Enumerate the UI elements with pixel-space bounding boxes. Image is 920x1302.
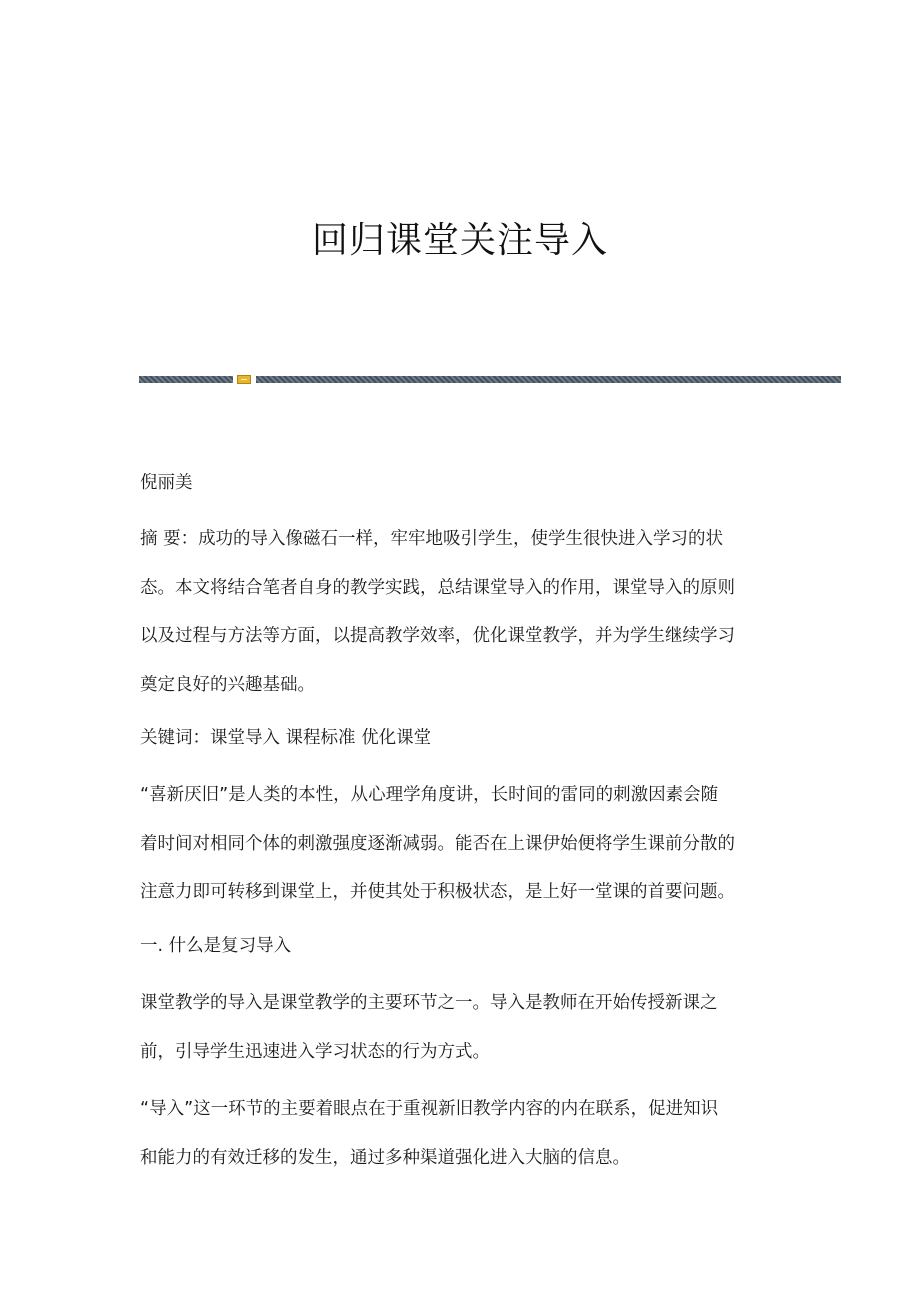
body-paragraph-2 (140, 1085, 780, 1182)
document-title: 回归课堂关注导入 (311, 220, 608, 261)
divider-ornament-icon (237, 375, 251, 384)
abstract-paragraph (140, 515, 780, 709)
keywords-line: 关键词：课堂导入 课程标准 优化课堂 (140, 728, 432, 748)
paragraph-line: 课堂教学的导入是课堂教学的主要环节之一。导入是教师在开始传授新课之 (140, 993, 718, 1013)
divider-right-bar (256, 376, 841, 383)
paragraph-line: “导入”这一环节的主要着眼点在于重视新旧教学内容的内在联系，促进知识 (140, 1099, 719, 1119)
paragraph-line: 前，引导学生迅速进入学习状态的行为方式。 (140, 1041, 490, 1062)
abstract-line: 态。本文将结合笔者自身的教学实践，总结课堂导入的作用，课堂导入的原则 (140, 577, 735, 598)
body-paragraph-1 (140, 979, 780, 1076)
intro-line: “喜新厌旧”是人类的本性，从心理学角度讲，长时间的雷同的刺激因素会随 (140, 785, 719, 805)
intro-paragraph (140, 771, 780, 917)
paragraph-line: 和能力的有效迁移的发生，通过多种渠道强化进入大脑的信息。 (140, 1147, 630, 1168)
title-divider (139, 375, 841, 384)
intro-line: 着时间对相同个体的刺激强度逐渐减弱。能否在上课伊始便将学生课前分散的 (140, 833, 735, 854)
section-heading: 一. 什么是复习导入 (140, 936, 292, 956)
abstract-line: 以及过程与方法等方面，以提高教学效率，优化课堂教学，并为学生继续学习 (140, 626, 735, 646)
abstract-line: 奠定良好的兴趣基础。 (140, 674, 315, 695)
intro-line: 注意力即可转移到课堂上，并使其处于积极状态，是上好一堂课的首要问题。 (140, 882, 735, 902)
abstract-line: 摘 要：成功的导入像磁石一样，牢牢地吸引学生，使学生很快进入学习的状 (140, 529, 724, 549)
author-name: 倪丽美 (140, 473, 193, 493)
divider-left-bar (139, 376, 233, 383)
